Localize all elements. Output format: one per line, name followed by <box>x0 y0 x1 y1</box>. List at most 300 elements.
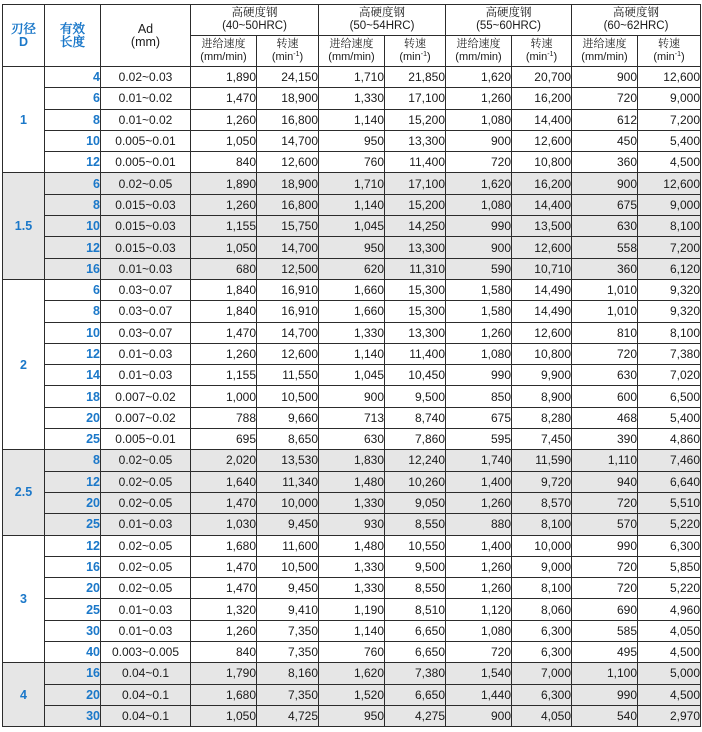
feed-rate-40-50hrc-cell: 2,020 <box>191 450 257 471</box>
feed-rate-60-62hrc-cell: 990 <box>572 684 638 705</box>
material-range: (50~54HRC) <box>349 20 415 32</box>
effective-length-cell: 12 <box>45 343 101 364</box>
speed-unit-base: (min <box>399 51 421 63</box>
feed-rate-60-62hrc-cell: 468 <box>572 407 638 428</box>
feed-rate-55-60hrc-cell: 1,440 <box>446 684 512 705</box>
table-row <box>3 343 701 364</box>
speed-50-54hrc-cell: 10,450 <box>385 365 446 386</box>
speed-50-54hrc-cell: 17,100 <box>385 88 446 109</box>
speed-60-62hrc-cell: 6,500 <box>638 386 701 407</box>
feed-rate-55-60hrc-cell: 990 <box>446 365 512 386</box>
feed-rate-60-62hrc-cell: 1,010 <box>572 301 638 322</box>
feed-rate-55-60hrc-cell: 1,580 <box>446 301 512 322</box>
material-header-4 <box>572 5 701 36</box>
feed-rate-60-62hrc-cell: 675 <box>572 194 638 215</box>
speed-60-62hrc-cell: 2,970 <box>638 705 701 726</box>
speed-50-54hrc-cell: 11,310 <box>385 258 446 279</box>
ad-cell: 0.01~0.03 <box>101 599 191 620</box>
diameter-header <box>3 5 45 67</box>
effective-length-cell: 40 <box>45 642 101 663</box>
effective-length-cell: 20 <box>45 492 101 513</box>
material-name: 高硬度钢 <box>613 7 659 19</box>
speed-40-50hrc-cell: 16,910 <box>257 279 319 300</box>
feed-rate-40-50hrc-cell: 1,000 <box>191 386 257 407</box>
effective-length-cell: 8 <box>45 194 101 215</box>
speed-55-60hrc-cell: 6,300 <box>512 620 572 641</box>
speed-50-54hrc-cell: 15,300 <box>385 279 446 300</box>
feed-rate-unit: (mm/min) <box>581 51 628 63</box>
table-row <box>3 578 701 599</box>
feed-rate-40-50hrc-cell: 1,050 <box>191 237 257 258</box>
feed-rate-55-60hrc-cell: 1,260 <box>446 556 512 577</box>
ad-cell: 0.015~0.03 <box>101 216 191 237</box>
feed-rate-60-62hrc-cell: 450 <box>572 130 638 151</box>
feed-rate-55-60hrc-cell: 590 <box>446 258 512 279</box>
speed-40-50hrc-cell: 11,550 <box>257 365 319 386</box>
feed-rate-55-60hrc-cell: 850 <box>446 386 512 407</box>
speed-40-50hrc-cell: 18,900 <box>257 88 319 109</box>
diameter-cell: 1.5 <box>3 173 45 279</box>
speed-40-50hrc-cell: 9,410 <box>257 599 319 620</box>
speed-55-60hrc-cell: 10,800 <box>512 343 572 364</box>
speed-50-54hrc-cell: 4,275 <box>385 705 446 726</box>
speed-unit-close: ) <box>680 51 685 63</box>
diameter-cell: 1 <box>3 67 45 173</box>
effective-length-cell: 8 <box>45 301 101 322</box>
feed-rate-55-60hrc-cell: 1,080 <box>446 343 512 364</box>
effective-length-cell: 25 <box>45 429 101 450</box>
feed-rate-55-60hrc-cell: 1,260 <box>446 88 512 109</box>
speed-40-50hrc-cell: 24,150 <box>257 67 319 88</box>
speed-60-62hrc-cell: 8,100 <box>638 216 701 237</box>
feed-rate-50-54hrc-cell: 1,045 <box>319 216 385 237</box>
feed-rate-55-60hrc-cell: 1,400 <box>446 471 512 492</box>
speed-40-50hrc-cell: 16,910 <box>257 301 319 322</box>
feed-rate-40-50hrc-cell: 1,260 <box>191 620 257 641</box>
table-header <box>3 5 701 67</box>
feed-rate-60-62hrc-cell: 690 <box>572 599 638 620</box>
effective-length-cell: 16 <box>45 663 101 684</box>
table-row <box>3 684 701 705</box>
ad-cell: 0.03~0.07 <box>101 301 191 322</box>
table-row <box>3 237 701 258</box>
length-header <box>45 5 101 67</box>
feed-rate-55-60hrc-cell: 595 <box>446 429 512 450</box>
table-row <box>3 88 701 109</box>
speed-unit-close: ) <box>299 51 304 63</box>
feed-rate-40-50hrc-cell: 840 <box>191 642 257 663</box>
speed-55-60hrc-cell: 14,490 <box>512 301 572 322</box>
effective-length-cell: 20 <box>45 407 101 428</box>
spindle-speed-label: 转速 <box>530 38 553 50</box>
speed-60-62hrc-cell: 7,380 <box>638 343 701 364</box>
speed-60-62hrc-cell: 5,510 <box>638 492 701 513</box>
effective-length-cell: 6 <box>45 173 101 194</box>
feed-rate-55-60hrc-cell: 720 <box>446 642 512 663</box>
feed-rate-40-50hrc-cell: 680 <box>191 258 257 279</box>
feed-rate-60-62hrc-cell: 720 <box>572 343 638 364</box>
speed-40-50hrc-cell: 16,800 <box>257 109 319 130</box>
feed-rate-label: 进给速度 <box>582 38 627 50</box>
speed-50-54hrc-cell: 8,550 <box>385 578 446 599</box>
ad-cell: 0.01~0.03 <box>101 258 191 279</box>
table-row <box>3 599 701 620</box>
feed-rate-40-50hrc-cell: 1,260 <box>191 343 257 364</box>
feed-rate-60-62hrc-cell: 630 <box>572 365 638 386</box>
feed-rate-50-54hrc-cell: 1,140 <box>319 343 385 364</box>
spindle-speed-header <box>512 36 572 67</box>
feed-rate-60-62hrc-cell: 600 <box>572 386 638 407</box>
speed-50-54hrc-cell: 17,100 <box>385 173 446 194</box>
length-header-label: 有效 <box>59 21 85 36</box>
speed-50-54hrc-cell: 6,650 <box>385 620 446 641</box>
feed-rate-60-62hrc-cell: 390 <box>572 429 638 450</box>
table-row <box>3 663 701 684</box>
feed-rate-55-60hrc-cell: 880 <box>446 514 512 535</box>
speed-unit-base: (min <box>271 51 294 63</box>
cutting-conditions-table <box>2 4 701 727</box>
feed-rate-50-54hrc-cell: 1,330 <box>319 492 385 513</box>
feed-rate-55-60hrc-cell: 1,620 <box>446 173 512 194</box>
feed-rate-60-62hrc-cell: 900 <box>572 173 638 194</box>
speed-60-62hrc-cell: 6,640 <box>638 471 701 492</box>
speed-40-50hrc-cell: 9,660 <box>257 407 319 428</box>
speed-55-60hrc-cell: 10,710 <box>512 258 572 279</box>
effective-length-cell: 6 <box>45 279 101 300</box>
ad-cell: 0.03~0.07 <box>101 322 191 343</box>
speed-50-54hrc-cell: 15,200 <box>385 194 446 215</box>
length-header-sub: 长度 <box>59 34 85 49</box>
speed-40-50hrc-cell: 16,800 <box>257 194 319 215</box>
diameter-header-label: 刃径 <box>10 21 36 36</box>
feed-rate-label: 进给速度 <box>201 38 246 50</box>
feed-rate-40-50hrc-cell: 1,790 <box>191 663 257 684</box>
table-row <box>3 109 701 130</box>
speed-60-62hrc-cell: 12,600 <box>638 67 701 88</box>
table-row <box>3 173 701 194</box>
feed-rate-55-60hrc-cell: 1,260 <box>446 578 512 599</box>
table-row <box>3 429 701 450</box>
speed-50-54hrc-cell: 21,850 <box>385 67 446 88</box>
ad-header-label: Ad <box>137 21 154 36</box>
feed-rate-50-54hrc-cell: 1,710 <box>319 173 385 194</box>
feed-rate-60-62hrc-cell: 720 <box>572 556 638 577</box>
speed-55-60hrc-cell: 9,900 <box>512 365 572 386</box>
feed-rate-40-50hrc-cell: 1,840 <box>191 279 257 300</box>
feed-rate-40-50hrc-cell: 1,050 <box>191 705 257 726</box>
feed-rate-40-50hrc-cell: 1,470 <box>191 492 257 513</box>
table-row <box>3 301 701 322</box>
feed-rate-55-60hrc-cell: 1,740 <box>446 450 512 471</box>
diameter-cell: 3 <box>3 535 45 663</box>
speed-unit-exponent: -1 <box>420 51 427 58</box>
effective-length-cell: 10 <box>45 322 101 343</box>
feed-rate-40-50hrc-cell: 1,030 <box>191 514 257 535</box>
speed-40-50hrc-cell: 8,160 <box>257 663 319 684</box>
diameter-cell: 2 <box>3 279 45 449</box>
feed-rate-40-50hrc-cell: 1,260 <box>191 194 257 215</box>
speed-40-50hrc-cell: 4,725 <box>257 705 319 726</box>
speed-40-50hrc-cell: 10,000 <box>257 492 319 513</box>
speed-40-50hrc-cell: 7,350 <box>257 642 319 663</box>
speed-55-60hrc-cell: 8,570 <box>512 492 572 513</box>
feed-rate-40-50hrc-cell: 1,640 <box>191 471 257 492</box>
feed-rate-55-60hrc-cell: 1,080 <box>446 194 512 215</box>
speed-40-50hrc-cell: 9,450 <box>257 578 319 599</box>
effective-length-cell: 20 <box>45 578 101 599</box>
feed-rate-60-62hrc-cell: 1,100 <box>572 663 638 684</box>
speed-50-54hrc-cell: 13,300 <box>385 130 446 151</box>
speed-50-54hrc-cell: 6,650 <box>385 642 446 663</box>
speed-50-54hrc-cell: 9,050 <box>385 492 446 513</box>
speed-55-60hrc-cell: 10,000 <box>512 535 572 556</box>
feed-rate-60-62hrc-cell: 1,010 <box>572 279 638 300</box>
feed-rate-header <box>572 36 638 67</box>
speed-55-60hrc-cell: 4,050 <box>512 705 572 726</box>
speed-50-54hrc-cell: 9,500 <box>385 556 446 577</box>
feed-rate-40-50hrc-cell: 1,890 <box>191 173 257 194</box>
effective-length-cell: 4 <box>45 67 101 88</box>
feed-rate-60-62hrc-cell: 360 <box>572 258 638 279</box>
spindle-speed-label: 转速 <box>658 38 680 50</box>
feed-rate-40-50hrc-cell: 1,050 <box>191 130 257 151</box>
speed-55-60hrc-cell: 8,100 <box>512 514 572 535</box>
diameter-cell: 2.5 <box>3 450 45 535</box>
speed-50-54hrc-cell: 8,510 <box>385 599 446 620</box>
speed-50-54hrc-cell: 11,400 <box>385 343 446 364</box>
table-row <box>3 514 701 535</box>
spindle-speed-label: 转速 <box>404 38 426 50</box>
speed-unit-close: ) <box>553 51 558 63</box>
speed-60-62hrc-cell: 12,600 <box>638 173 701 194</box>
effective-length-cell: 25 <box>45 514 101 535</box>
feed-rate-50-54hrc-cell: 713 <box>319 407 385 428</box>
feed-rate-50-54hrc-cell: 1,620 <box>319 663 385 684</box>
speed-40-50hrc-cell: 10,500 <box>257 556 319 577</box>
speed-40-50hrc-cell: 9,450 <box>257 514 319 535</box>
feed-rate-40-50hrc-cell: 1,470 <box>191 322 257 343</box>
speed-60-62hrc-cell: 4,860 <box>638 429 701 450</box>
ad-cell: 0.02~0.05 <box>101 492 191 513</box>
table-row <box>3 152 701 173</box>
speed-40-50hrc-cell: 12,600 <box>257 343 319 364</box>
speed-60-62hrc-cell: 5,850 <box>638 556 701 577</box>
feed-rate-40-50hrc-cell: 1,155 <box>191 365 257 386</box>
speed-60-62hrc-cell: 9,320 <box>638 301 701 322</box>
spindle-speed-header <box>638 36 701 67</box>
feed-rate-50-54hrc-cell: 950 <box>319 237 385 258</box>
speed-60-62hrc-cell: 4,960 <box>638 599 701 620</box>
feed-rate-60-62hrc-cell: 900 <box>572 67 638 88</box>
speed-60-62hrc-cell: 8,100 <box>638 322 701 343</box>
speed-40-50hrc-cell: 13,530 <box>257 450 319 471</box>
ad-cell: 0.02~0.05 <box>101 578 191 599</box>
material-range: (60~62HRC) <box>603 20 669 32</box>
feed-rate-60-62hrc-cell: 630 <box>572 216 638 237</box>
feed-rate-40-50hrc-cell: 1,470 <box>191 578 257 599</box>
feed-rate-55-60hrc-cell: 1,260 <box>446 492 512 513</box>
feed-rate-50-54hrc-cell: 1,660 <box>319 301 385 322</box>
table-row <box>3 194 701 215</box>
feed-rate-55-60hrc-cell: 1,400 <box>446 535 512 556</box>
feed-rate-50-54hrc-cell: 1,660 <box>319 279 385 300</box>
feed-rate-50-54hrc-cell: 1,140 <box>319 620 385 641</box>
effective-length-cell: 10 <box>45 130 101 151</box>
ad-cell: 0.03~0.07 <box>101 279 191 300</box>
feed-rate-50-54hrc-cell: 1,710 <box>319 67 385 88</box>
feed-rate-55-60hrc-cell: 900 <box>446 130 512 151</box>
feed-rate-header <box>191 36 257 67</box>
speed-50-54hrc-cell: 11,400 <box>385 152 446 173</box>
feed-rate-50-54hrc-cell: 760 <box>319 152 385 173</box>
feed-rate-50-54hrc-cell: 630 <box>319 429 385 450</box>
speed-40-50hrc-cell: 18,900 <box>257 173 319 194</box>
table-row <box>3 279 701 300</box>
material-range: (55~60HRC) <box>476 20 541 32</box>
effective-length-cell: 30 <box>45 620 101 641</box>
speed-50-54hrc-cell: 10,260 <box>385 471 446 492</box>
speed-40-50hrc-cell: 7,350 <box>257 620 319 641</box>
speed-40-50hrc-cell: 12,600 <box>257 152 319 173</box>
ad-cell: 0.04~0.1 <box>101 684 191 705</box>
speed-50-54hrc-cell: 14,250 <box>385 216 446 237</box>
speed-55-60hrc-cell: 14,400 <box>512 109 572 130</box>
spindle-speed-unit <box>512 51 571 64</box>
ad-cell: 0.01~0.03 <box>101 343 191 364</box>
ad-header <box>101 5 191 67</box>
effective-length-cell: 16 <box>45 556 101 577</box>
feed-rate-55-60hrc-cell: 1,540 <box>446 663 512 684</box>
ad-cell: 0.02~0.05 <box>101 450 191 471</box>
speed-55-60hrc-cell: 12,600 <box>512 322 572 343</box>
feed-rate-50-54hrc-cell: 760 <box>319 642 385 663</box>
speed-55-60hrc-cell: 10,800 <box>512 152 572 173</box>
speed-60-62hrc-cell: 5,400 <box>638 130 701 151</box>
feed-rate-60-62hrc-cell: 720 <box>572 492 638 513</box>
diameter-cell: 4 <box>3 663 45 727</box>
feed-rate-55-60hrc-cell: 990 <box>446 216 512 237</box>
feed-rate-55-60hrc-cell: 720 <box>446 152 512 173</box>
speed-50-54hrc-cell: 15,300 <box>385 301 446 322</box>
feed-rate-label: 进给速度 <box>456 38 501 50</box>
ad-cell: 0.04~0.1 <box>101 705 191 726</box>
speed-60-62hrc-cell: 5,220 <box>638 514 701 535</box>
speed-60-62hrc-cell: 7,200 <box>638 109 701 130</box>
ad-cell: 0.005~0.01 <box>101 130 191 151</box>
feed-rate-60-62hrc-cell: 990 <box>572 535 638 556</box>
speed-unit-exponent: -1 <box>547 51 554 58</box>
feed-rate-60-62hrc-cell: 940 <box>572 471 638 492</box>
speed-40-50hrc-cell: 7,350 <box>257 684 319 705</box>
speed-50-54hrc-cell: 7,380 <box>385 663 446 684</box>
table-row <box>3 365 701 386</box>
feed-rate-50-54hrc-cell: 1,330 <box>319 88 385 109</box>
feed-rate-60-62hrc-cell: 558 <box>572 237 638 258</box>
speed-40-50hrc-cell: 15,750 <box>257 216 319 237</box>
speed-55-60hrc-cell: 14,400 <box>512 194 572 215</box>
ad-cell: 0.015~0.03 <box>101 237 191 258</box>
ad-cell: 0.02~0.05 <box>101 535 191 556</box>
speed-60-62hrc-cell: 6,120 <box>638 258 701 279</box>
feed-rate-label: 进给速度 <box>329 38 374 50</box>
ad-cell: 0.02~0.03 <box>101 67 191 88</box>
speed-60-62hrc-cell: 9,320 <box>638 279 701 300</box>
diameter-header-sub: D <box>18 34 29 49</box>
effective-length-cell: 30 <box>45 705 101 726</box>
feed-rate-50-54hrc-cell: 1,830 <box>319 450 385 471</box>
feed-rate-40-50hrc-cell: 695 <box>191 429 257 450</box>
speed-55-60hrc-cell: 14,490 <box>512 279 572 300</box>
effective-length-cell: 10 <box>45 216 101 237</box>
table-row <box>3 642 701 663</box>
speed-55-60hrc-cell: 20,700 <box>512 67 572 88</box>
spindle-speed-unit <box>257 51 318 64</box>
feed-rate-55-60hrc-cell: 675 <box>446 407 512 428</box>
effective-length-cell: 12 <box>45 152 101 173</box>
table-row <box>3 620 701 641</box>
ad-cell: 0.02~0.05 <box>101 173 191 194</box>
effective-length-cell: 14 <box>45 365 101 386</box>
material-header-1 <box>191 5 319 36</box>
feed-rate-50-54hrc-cell: 1,140 <box>319 109 385 130</box>
ad-cell: 0.01~0.03 <box>101 514 191 535</box>
table-row <box>3 386 701 407</box>
feed-rate-50-54hrc-cell: 1,480 <box>319 471 385 492</box>
speed-60-62hrc-cell: 5,220 <box>638 578 701 599</box>
table-row <box>3 130 701 151</box>
feed-rate-50-54hrc-cell: 1,140 <box>319 194 385 215</box>
speed-55-60hrc-cell: 11,590 <box>512 450 572 471</box>
speed-60-62hrc-cell: 7,200 <box>638 237 701 258</box>
feed-rate-50-54hrc-cell: 1,330 <box>319 556 385 577</box>
feed-rate-40-50hrc-cell: 840 <box>191 152 257 173</box>
feed-rate-60-62hrc-cell: 360 <box>572 152 638 173</box>
feed-rate-40-50hrc-cell: 1,470 <box>191 88 257 109</box>
speed-55-60hrc-cell: 16,200 <box>512 173 572 194</box>
speed-55-60hrc-cell: 6,300 <box>512 684 572 705</box>
speed-unit-exponent: -1 <box>674 51 681 58</box>
material-range: (40~50HRC) <box>222 20 287 32</box>
speed-40-50hrc-cell: 11,600 <box>257 535 319 556</box>
ad-cell: 0.01~0.03 <box>101 365 191 386</box>
speed-60-62hrc-cell: 4,500 <box>638 152 701 173</box>
speed-55-60hrc-cell: 12,600 <box>512 130 572 151</box>
table-row <box>3 258 701 279</box>
table-row <box>3 705 701 726</box>
feed-rate-60-62hrc-cell: 495 <box>572 642 638 663</box>
speed-50-54hrc-cell: 9,500 <box>385 386 446 407</box>
feed-rate-40-50hrc-cell: 1,890 <box>191 67 257 88</box>
speed-40-50hrc-cell: 14,700 <box>257 237 319 258</box>
ad-cell: 0.015~0.03 <box>101 194 191 215</box>
effective-length-cell: 8 <box>45 109 101 130</box>
material-header-2 <box>319 5 446 36</box>
material-header-3 <box>446 5 572 36</box>
feed-rate-40-50hrc-cell: 1,155 <box>191 216 257 237</box>
speed-55-60hrc-cell: 8,060 <box>512 599 572 620</box>
feed-rate-40-50hrc-cell: 1,320 <box>191 599 257 620</box>
feed-rate-50-54hrc-cell: 1,520 <box>319 684 385 705</box>
effective-length-cell: 8 <box>45 450 101 471</box>
speed-55-60hrc-cell: 8,900 <box>512 386 572 407</box>
ad-cell: 0.003~0.005 <box>101 642 191 663</box>
speed-40-50hrc-cell: 14,700 <box>257 130 319 151</box>
feed-rate-55-60hrc-cell: 1,080 <box>446 109 512 130</box>
feed-rate-60-62hrc-cell: 585 <box>572 620 638 641</box>
feed-rate-55-60hrc-cell: 1,580 <box>446 279 512 300</box>
feed-rate-60-62hrc-cell: 540 <box>572 705 638 726</box>
feed-rate-50-54hrc-cell: 930 <box>319 514 385 535</box>
